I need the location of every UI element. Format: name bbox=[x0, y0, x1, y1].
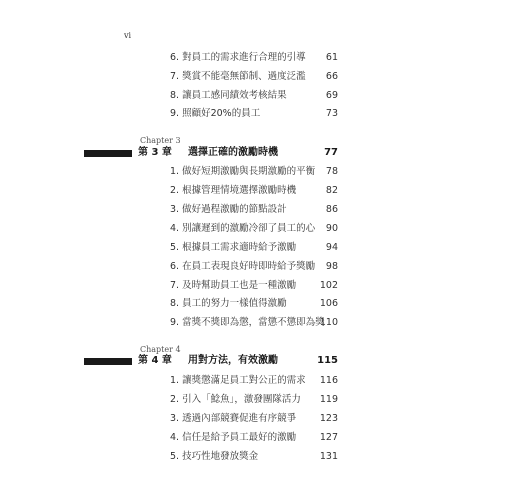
toc-entry-title: 2. 引入「鯰魚」，激發團隊活力 bbox=[170, 394, 301, 405]
toc-entry-page: 102 bbox=[319, 280, 338, 291]
toc-entry[interactable] bbox=[170, 203, 338, 217]
chapter-4-number: 第 4 章 bbox=[138, 355, 172, 366]
toc-entry[interactable] bbox=[170, 260, 338, 274]
toc-entry-page: 69 bbox=[325, 90, 338, 101]
toc-entry-title: 5. 技巧性地發放獎金 bbox=[170, 451, 259, 462]
toc-entry-page: 94 bbox=[325, 242, 338, 253]
toc-entry[interactable] bbox=[170, 316, 338, 330]
toc-entry[interactable] bbox=[170, 450, 338, 464]
toc-entry-page: 78 bbox=[325, 166, 338, 177]
toc-entry-page: 106 bbox=[319, 298, 338, 309]
toc-entry[interactable] bbox=[170, 51, 338, 65]
toc-entry[interactable] bbox=[170, 431, 338, 445]
chapter-3-number: 第 3 章 bbox=[138, 147, 172, 158]
toc-entry-title: 1. 做好短期激勵與長期激勵的平衡 bbox=[170, 166, 316, 177]
chapter-3-page: 77 bbox=[324, 147, 338, 158]
toc-entry[interactable] bbox=[170, 412, 338, 426]
toc-entry-page: 119 bbox=[319, 394, 338, 405]
toc-entry-title: 7. 及時幫助員工也是一種激勵 bbox=[170, 280, 297, 291]
toc-entry-page: 131 bbox=[319, 451, 338, 462]
toc-entry[interactable] bbox=[170, 297, 338, 311]
toc-entry-title: 4. 信任是給予員工最好的激勵 bbox=[170, 432, 297, 443]
toc-entry-page: 116 bbox=[319, 375, 338, 386]
chapter-3-bar bbox=[84, 150, 132, 157]
toc-entry[interactable] bbox=[170, 222, 338, 236]
toc-entry-page: 86 bbox=[325, 204, 338, 215]
toc-entry-title: 3. 做好過程激勵的節點設計 bbox=[170, 204, 287, 215]
toc-entry-title: 7. 獎賞不能毫無節制、過度泛濫 bbox=[170, 71, 306, 82]
toc-entry[interactable] bbox=[170, 184, 338, 198]
toc-entry-title: 4. 別讓遲到的激勵冷卻了員工的心 bbox=[170, 223, 316, 234]
toc-entry-page: 127 bbox=[319, 432, 338, 443]
toc-entry[interactable] bbox=[170, 165, 338, 179]
toc-entry-page: 82 bbox=[325, 185, 338, 196]
toc-entry-title: 3. 透過內部競賽促進有序競爭 bbox=[170, 413, 297, 424]
toc-entry-page: 98 bbox=[325, 261, 338, 272]
toc-entry-page: 110 bbox=[319, 317, 338, 328]
toc-entry-title: 1. 讓獎懲滿足員工對公正的需求 bbox=[170, 375, 306, 386]
toc-entry[interactable] bbox=[170, 70, 338, 84]
toc-entry-title: 8. 員工的努力一樣值得激勵 bbox=[170, 298, 287, 309]
toc-entry[interactable] bbox=[170, 107, 338, 121]
chapter-3-label: Chapter 3 bbox=[140, 136, 181, 145]
toc-entry[interactable] bbox=[170, 89, 338, 103]
chapter-3-heading[interactable] bbox=[138, 146, 338, 160]
toc-entry[interactable] bbox=[170, 393, 338, 407]
toc-entry-page: 123 bbox=[319, 413, 338, 424]
chapter-4-title: 用對方法，有效激勵 bbox=[188, 355, 278, 366]
toc-entry[interactable] bbox=[170, 241, 338, 255]
toc-entry-title: 5. 根據員工需求適時給予激勵 bbox=[170, 242, 297, 253]
toc-entry-page: 66 bbox=[325, 71, 338, 82]
toc-entry-page: 90 bbox=[325, 223, 338, 234]
toc-entry-title: 9. 照顧好20%的員工 bbox=[170, 108, 261, 119]
toc-entry[interactable] bbox=[170, 279, 338, 293]
chapter-4-label: Chapter 4 bbox=[140, 345, 181, 354]
page-number: vi bbox=[124, 31, 132, 40]
toc-entry-title: 9. 當獎不獎即為懲，當懲不懲即為獎 bbox=[170, 317, 325, 328]
toc-entry-title: 6. 在員工表現良好時即時給予獎勵 bbox=[170, 261, 316, 272]
toc-entry-title: 8. 讓員工感同績效考核結果 bbox=[170, 90, 287, 101]
chapter-4-page: 115 bbox=[317, 355, 338, 366]
chapter-4-bar bbox=[84, 358, 132, 365]
toc-entry-page: 73 bbox=[325, 108, 338, 119]
toc-entry-title: 2. 根據管理情境選擇激勵時機 bbox=[170, 185, 297, 196]
chapter-3-title: 選擇正確的激勵時機 bbox=[188, 147, 278, 158]
toc-entry-title: 6. 對員工的需求進行合理的引導 bbox=[170, 52, 306, 63]
toc-entry-page: 61 bbox=[325, 52, 338, 63]
chapter-4-heading[interactable] bbox=[138, 354, 338, 368]
toc-entry[interactable] bbox=[170, 374, 338, 388]
